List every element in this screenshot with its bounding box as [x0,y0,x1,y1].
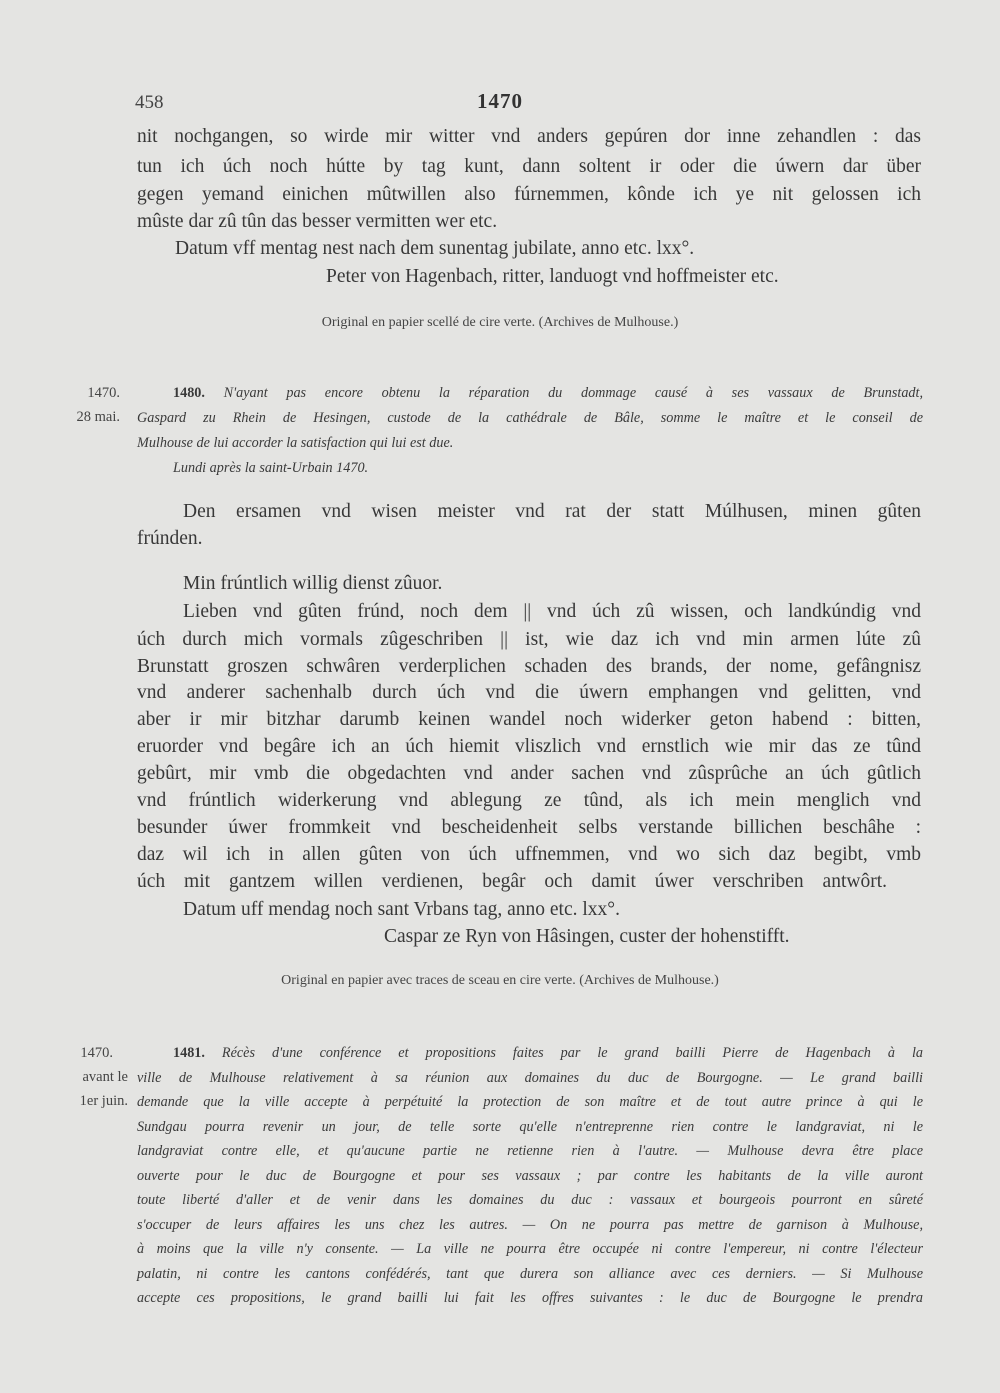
text-line: úch mit gantzem willen verdienen, begâr och damit úwer verschriben antwôrt. [137,871,887,892]
summary-line: s'occuper de leurs affaires les uns chez les autres. — On ne pourra pas mettre de garnison à Mulhouse, [137,1217,923,1233]
source-note: Original en papier avec traces de sceau en cire verte. (Archives de Mulhouse.) [281,973,719,988]
margin-date-line: 1er juin. [79,1093,128,1109]
summary-line: à moins que la ville n'y consente. — La ville ne pourra être occupée ni contre l'empereur, ni contre l'électeur [137,1241,923,1257]
margin-date-line: 28 mai. [76,409,120,425]
signature-line: Caspar ze Ryn von Hâsingen, custer der hohenstifft. [384,926,790,947]
summary-line: ouverte pour le duc de Bourgogne et pour ses vassaux ; par contre les habitants de la ville auront [137,1168,923,1184]
summary-line: accepte ces propositions, le grand bailli lui fait les offres suivantes : le duc de Bourgogne le prendra [137,1290,923,1306]
summary-line: toute liberté d'aller et de venir dans les domaines du duc : vassaux et bourgeois pourront en sûreté [137,1192,923,1208]
salutation-line: Min frúntlich willig dienst zûuor. [183,573,443,594]
summary-line: Gaspard zu Rhein de Hesingen, custode de la cathédrale de Bâle, somme le maître et le conseil de [137,410,923,426]
margin-date-line: 1470. [87,385,120,401]
text-line: vnd anderer sachenhalb durch úch vnd die úwern emphangen vnd gelitten, vnd [137,682,921,703]
text-line: Brunstatt groszen schwâren verderplichen schaden des brands, der nome, gefângnisz [137,656,921,677]
summary-line: landgraviat contre elle, et qu'aucune partie ne retienne rien à l'autre. — Mulhouse devra être place [137,1143,923,1159]
address-line: frúnden. [137,528,203,549]
summary-line: palatin, ni contre les cantons confédérés, tant que durera son alliance avec ces derniers. — Si Mulhouse [137,1266,923,1282]
dating-line: Datum uff mendag noch sant Vrbans tag, anno etc. lxx°. [183,899,620,920]
document-number: 1481. [173,1045,205,1061]
address-line: Den ersamen vnd wisen meister vnd rat der statt Múlhusen, minen gûten [183,501,921,522]
summary-text: Récès d'une conférence et propositions faites par le grand bailli Pierre de Hagenbach à la [221,1045,924,1061]
text-line: aber ir mir bitzhar darumb keinen wandel noch widerker geton habend : bitten, [137,709,921,730]
page-number: 458 [135,92,164,113]
source-note: Original en papier scellé de cire verte. (Archives de Mulhouse.) [321,315,679,330]
document-number: 1480. [173,385,205,401]
text-line: nit nochgangen, so wirde mir witter vnd anders gepúren dor inne zehandlen : das [137,126,921,147]
running-head-year: 1470 [477,89,523,113]
text-line: besunder úwer frommkeit vnd bescheidenheit selbs verstande billichen beschâhe : [137,817,921,838]
summary-line: ville de Mulhouse relativement à sa réunion aux domaines du duc de Bourgogne. — Le grand bailli [137,1070,923,1086]
summary-line: Sundgau pourra revenir un jour, de telle sorte qu'elle n'entreprenne rien contre le landgraviat, ni le [137,1119,923,1135]
summary-line [173,1045,923,1062]
text-line: gebûrt, mir vmb die obgedachten vnd ander sachen vnd zûsprûche an úch gûtlich [137,763,921,784]
signature-line: Peter von Hagenbach, ritter, landuogt vnd hoffmeister etc. [326,266,779,287]
summary-line [173,385,923,402]
summary-line: Mulhouse de lui accorder la satisfaction qui lui est due. [137,435,454,451]
summary-line: demande que la ville accepte à perpétuité la protection de son maître et de tout autre prince à qui le [137,1094,923,1110]
date-line: Lundi après la saint-Urbain 1470. [173,460,369,476]
text-line: vnd frúntlich widerkerung vnd ablegung ze tûnd, als ich mein menglich vnd [137,790,921,811]
text-line: eruorder vnd begâre ich an úch hiemit vliszlich vnd ernstlich wie mir das ze tûnd [137,736,921,757]
text-line: úch durch mich vormals zûgeschriben || ist, wie daz ich vnd min armen lúte zû [137,629,921,650]
dating-line: Datum vff mentag nest nach dem sunentag jubilate, anno etc. lxx°. [175,238,695,259]
margin-date-line: 1470. [80,1045,113,1061]
summary-text: N'ayant pas encore obtenu la réparation du dommage causé à ses vassaux de Brunstadt, [223,385,923,401]
text-line: mûste dar zû tûn das besser vermitten wer etc. [137,211,498,232]
text-line: gegen yemand einichen mûtwillen also fúrnemmen, kônde ich ye nit gelossen ich [137,184,921,205]
text-line: daz wil ich in allen gûten von úch uffnemmen, vnd wo sich daz begibt, vmb [137,844,921,865]
text-line: Lieben vnd gûten frúnd, noch dem || vnd úch zû wissen, och landkúndig vnd [183,601,921,622]
margin-date-line: avant le [82,1069,128,1085]
text-line: tun ich úch noch hútte by tag kunt, dann soltent ir oder die úwern dar über [137,156,921,177]
